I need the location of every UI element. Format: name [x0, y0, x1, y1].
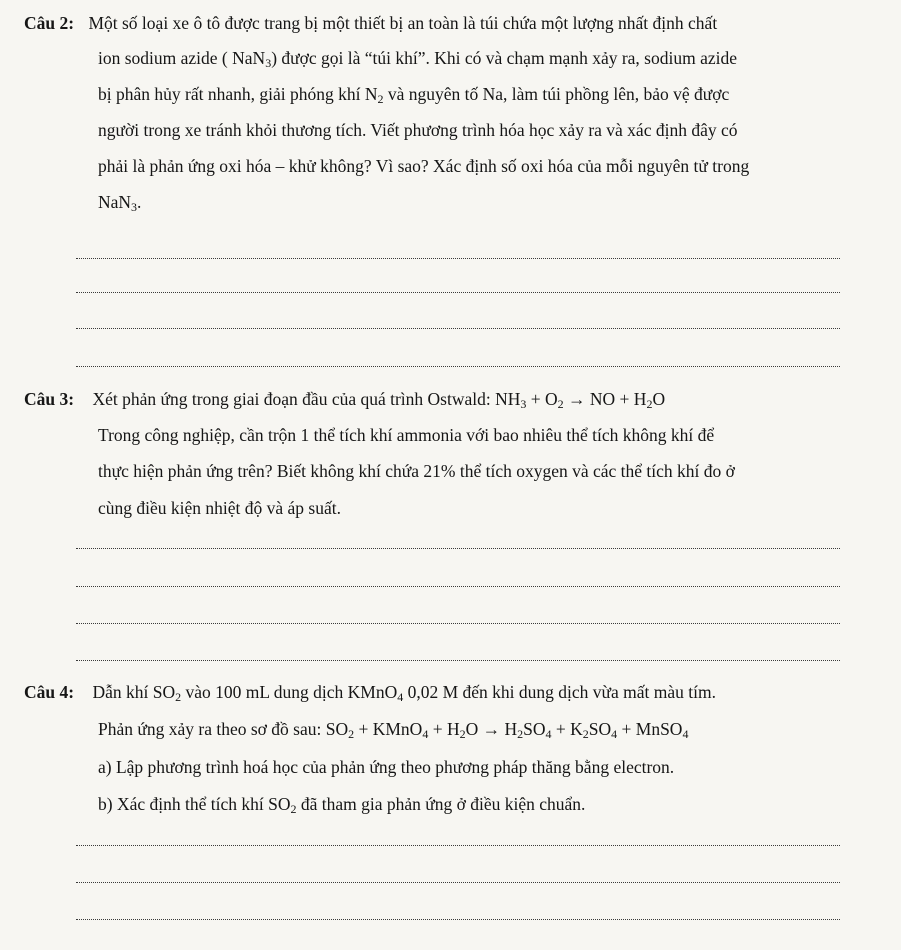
q3-line-2: Trong công nghiệp, cần trộn 1 thể tích khí ammonia với bao nhiêu thể tích không khí để [98, 425, 715, 445]
q2-number: Câu 2: [24, 13, 75, 33]
answer-line[interactable] [76, 328, 840, 329]
answer-line[interactable] [76, 258, 840, 259]
answer-line[interactable] [76, 882, 840, 883]
answer-line[interactable] [76, 919, 840, 920]
answer-line[interactable] [76, 586, 840, 587]
q3-line-1: Câu 3: Xét phản ứng trong giai đoạn đầu của quá trình Ostwald: $NH_3 + O_2$ → NO + $H_2O$ [24, 389, 666, 411]
q4-line-3: a) Lập phương trình hoá học của phản ứng theo phương pháp thăng bằng electron. [98, 757, 675, 777]
answer-line[interactable] [76, 292, 840, 293]
q3-number: Câu 3: [24, 389, 75, 409]
q4-line-2: Phản ứng xảy ra theo sơ đồ sau: $SO_2$ + KMnO$_4$ + $H_2O \to H_2SO_4 + K_2SO_4$ + MnSO$_4$ [98, 719, 689, 741]
answer-line[interactable] [76, 845, 840, 846]
answer-line[interactable] [76, 548, 840, 549]
q2-line-3: bị phân hủy rất nhanh, giải phóng khí $N_2$ và nguyên tố Na, làm túi phồng lên, bảo vệ được [98, 84, 730, 106]
q2-line-6: NaN$_3$. [98, 192, 142, 214]
q2-line-2: ion sodium azide ( NaN$_3$) được gọi là “túi khí”. Khi có và chạm mạnh xảy ra, sodium azide [98, 48, 738, 70]
q2-line-5: phải là phản ứng oxi hóa – khử không? Vì sao? Xác định số oxi hóa của mỗi nguyên tử trong [98, 156, 750, 176]
answer-line[interactable] [76, 660, 840, 661]
answer-line[interactable] [76, 623, 840, 624]
q2-line-1: Câu 2: Một số loại xe ô tô được trang bị một thiết bị an toàn là túi chứa một lượng nhất định chất [24, 13, 718, 33]
q3-line-3: thực hiện phản ứng trên? Biết không khí chứa 21% thể tích oxygen và các thể tích khí đo ở [98, 461, 735, 481]
q4-line-4: b) Xác định thể tích khí $SO_2$ đã tham gia phản ứng ở điều kiện chuẩn. [98, 794, 586, 816]
q2-line-4: người trong xe tránh khỏi thương tích. Viết phương trình hóa học xảy ra và xác định đây có [98, 120, 738, 140]
q4-line-1: Câu 4: Dẫn khí $SO_2$ vào 100 mL dung dịch KMnO$_4$ 0,02 M đến khi dung dịch vừa mất màu tím. [24, 682, 717, 704]
q4-number: Câu 4: [24, 682, 75, 702]
answer-line[interactable] [76, 366, 840, 367]
q3-line-4: cùng điều kiện nhiệt độ và áp suất. [98, 498, 341, 518]
